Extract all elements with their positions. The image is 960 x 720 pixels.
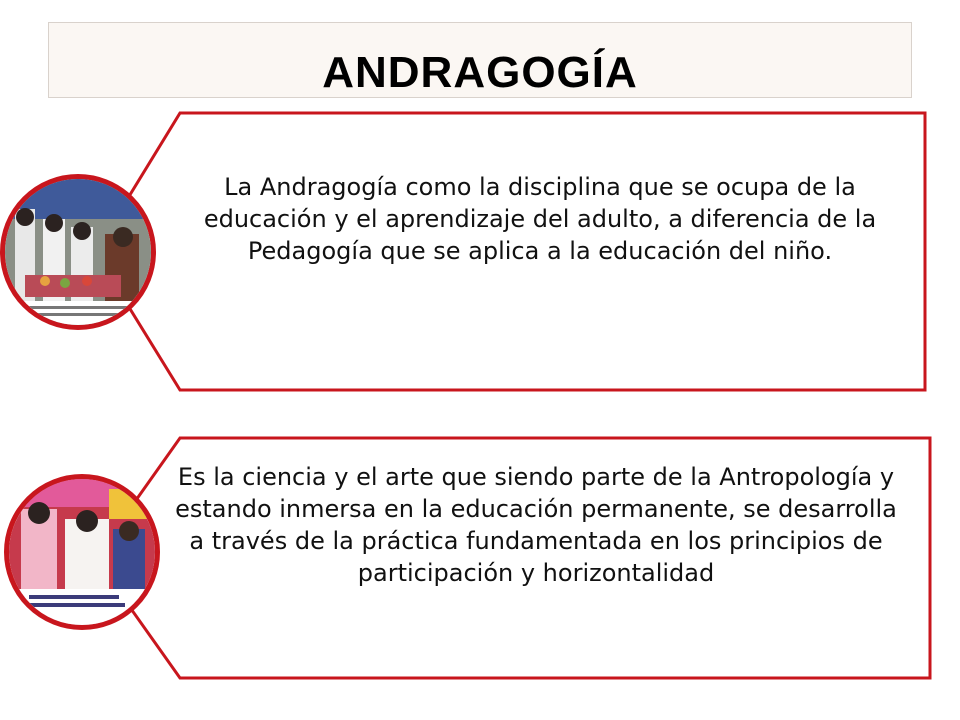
card-2-photo	[4, 474, 160, 630]
nutrition-evaluation-photo	[9, 479, 155, 625]
card-1-text: La Andragogía como la disciplina que se ocupa de la educación y el aprendizaje del adulto, a diferencia de la Pedagogía que se aplica a la educación del niño.	[203, 173, 877, 265]
people-at-food-stall-photo	[5, 179, 151, 325]
page-title: ANDRAGOGÍA	[322, 48, 638, 97]
card-2-text: Es la ciencia y el arte que siendo parte de la Antropología y estando inmersa en la educación permanente, se desarrolla a través de la práctica fundamentada en los principios de participación y horizontalidad	[175, 463, 897, 587]
card-1-photo	[0, 174, 156, 330]
